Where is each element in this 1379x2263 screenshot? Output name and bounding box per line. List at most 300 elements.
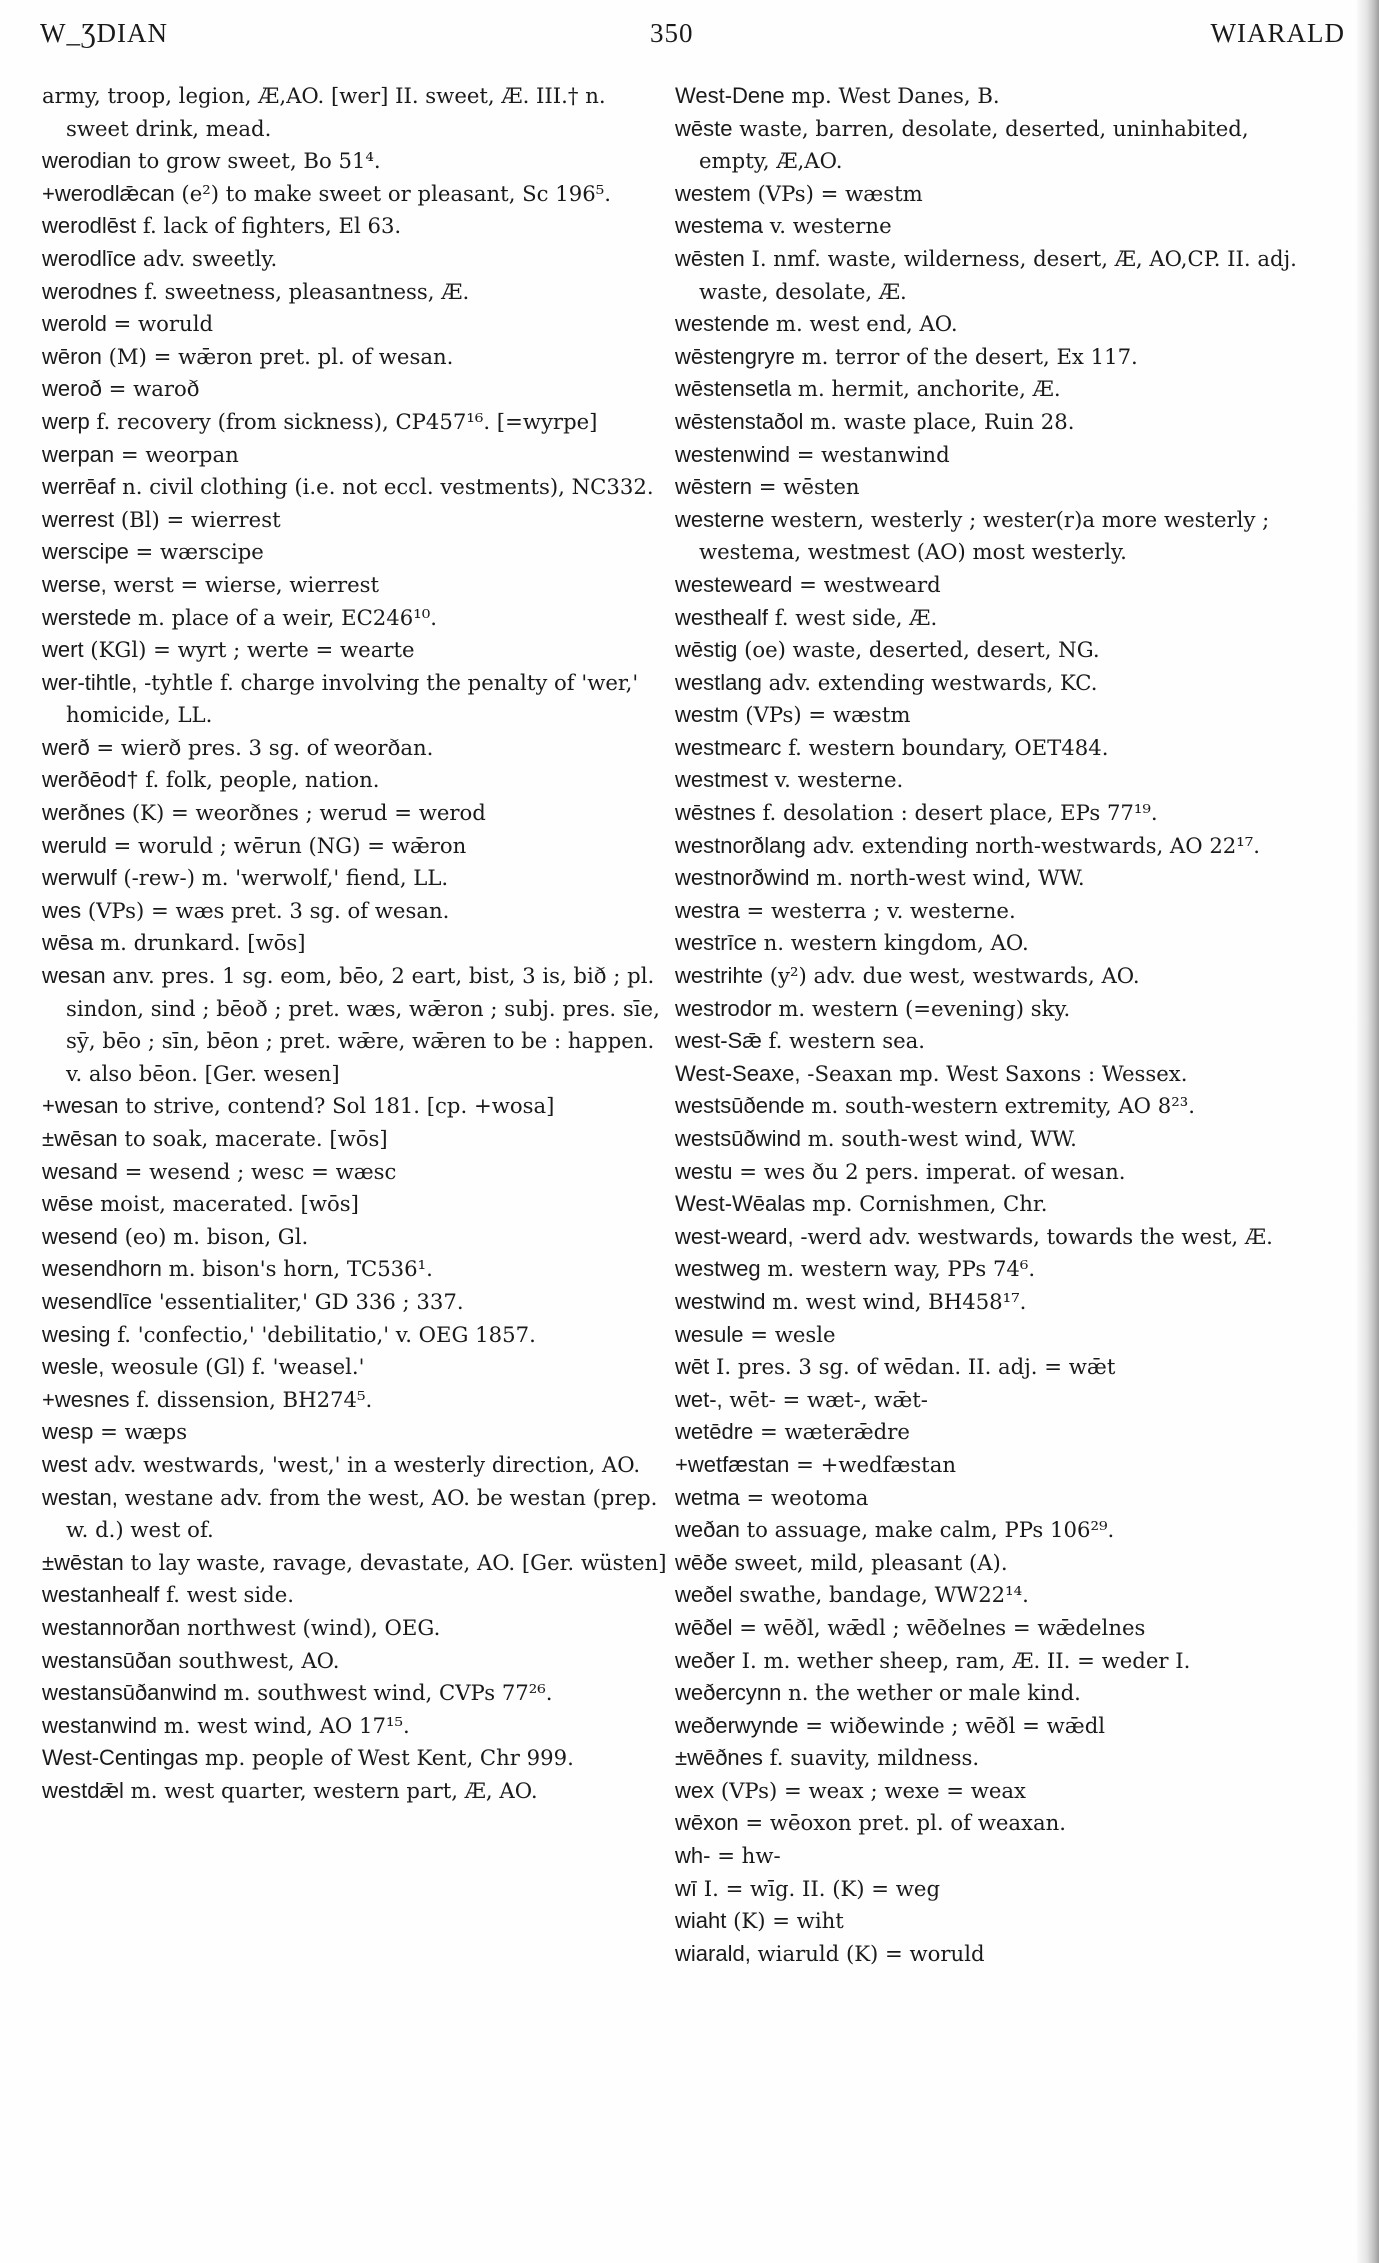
entry-headword: westnorðwind	[675, 865, 810, 891]
entry-headword: wesle,	[42, 1354, 105, 1380]
entry-headword: werðēod†	[42, 767, 139, 793]
dictionary-entry	[675, 1807, 1321, 1840]
entry-definition: (VPs) = weax ; wexe = weax	[714, 1777, 1026, 1803]
entry-definition: waste, barren, desolate, deserted, uninhabited, empty, Æ,AO.	[699, 115, 1249, 174]
entry-headword: West-Centingas	[42, 1745, 199, 1771]
entry-definition: I. nmf. waste, wilderness, desert, Æ, AO,CP. II. adj. waste, desolate, Æ.	[699, 245, 1297, 304]
dictionary-entry	[675, 1319, 1321, 1352]
entry-headword: werodian	[42, 148, 132, 174]
dictionary-entry	[675, 80, 1321, 113]
entry-headword: +werodlǣcan	[42, 180, 175, 206]
entry-definition: mp. West Danes, B.	[784, 83, 1000, 108]
dictionary-entry	[42, 1645, 674, 1678]
entry-headword: wiarald,	[675, 1940, 751, 1966]
entry-definition: m. west wind, AO 17¹⁵.	[156, 1712, 410, 1738]
entry-definition: swathe, bandage, WW22¹⁴.	[732, 1582, 1029, 1608]
entry-headword: westerne	[675, 506, 765, 532]
entry-headword: werðnes	[42, 800, 126, 826]
entry-headword: westrihte	[675, 963, 764, 989]
dictionary-entry	[675, 1253, 1321, 1286]
entry-definition: v. westerne	[763, 213, 892, 239]
entry-headword: werrest	[42, 506, 115, 532]
dictionary-entry	[42, 1319, 674, 1352]
entry-headword: wēsa	[42, 930, 94, 956]
dictionary-entry	[42, 830, 674, 863]
entry-definition: f. dissension, BH274⁵.	[129, 1386, 373, 1412]
dictionary-entry	[675, 1416, 1321, 1449]
entry-headword: wh-	[675, 1843, 711, 1869]
entry-headword: westrodor	[675, 995, 772, 1021]
entry-headword: west	[42, 1451, 88, 1477]
entry-headword: +wetfæstan	[675, 1451, 790, 1477]
dictionary-entry	[675, 243, 1321, 308]
dictionary-entry	[675, 1840, 1321, 1873]
entry-definition: adv. sweetly.	[136, 245, 278, 271]
entry-definition: to lay waste, ravage, devastate, AO. [Ger. wüsten]	[123, 1549, 667, 1575]
entry-headword: westu	[675, 1158, 733, 1184]
entry-headword: weðer	[675, 1647, 735, 1673]
dictionary-entry	[675, 1156, 1321, 1189]
entry-definition: (K) = wiht	[726, 1908, 844, 1934]
left-column	[42, 80, 674, 1807]
dictionary-entry	[675, 1058, 1321, 1091]
entry-definition: m. north-west wind, WW.	[809, 865, 1085, 891]
entry-headword: wesing	[42, 1321, 111, 1347]
entry-definition: to assuage, make calm, PPs 106²⁹.	[739, 1517, 1115, 1543]
entry-headword: wēstern	[675, 474, 753, 500]
entry-headword: werpan	[42, 441, 115, 467]
dictionary-entry	[42, 1123, 674, 1156]
entry-definition: f. suavity, mildness.	[762, 1745, 980, 1771]
dictionary-entry	[675, 1775, 1321, 1808]
dictionary-entry	[675, 373, 1321, 406]
dictionary-entry	[42, 308, 674, 341]
entry-definition: = wærscipe	[128, 539, 264, 565]
entry-headword: westm	[675, 702, 739, 728]
entry-definition: (KGl) = wyrt ; werte = wearte	[83, 637, 415, 663]
entry-definition: = hw-	[710, 1843, 781, 1869]
dictionary-entry	[675, 471, 1321, 504]
entry-definition: m. southwest wind, CVPs 77²⁶.	[216, 1680, 553, 1706]
page-number: 350	[650, 18, 694, 48]
dictionary-entry	[675, 308, 1321, 341]
dictionary-entry	[42, 1579, 674, 1612]
entry-definition: f. western boundary, OET484.	[781, 734, 1109, 760]
entry-definition: f. recovery (from sickness), CP457¹⁶. [=wyrpe]	[89, 408, 598, 434]
entry-definition: to grow sweet, Bo 51⁴.	[131, 148, 381, 174]
entry-headword: weðan	[675, 1517, 740, 1543]
entry-headword: wet-,	[675, 1386, 723, 1412]
entry-headword: werp	[42, 408, 90, 434]
dictionary-entry	[42, 1677, 674, 1710]
dictionary-entry	[42, 536, 674, 569]
entry-definition: wēt- = wæt-, wǣt-	[722, 1386, 928, 1412]
dictionary-entry	[42, 862, 674, 895]
entry-headword: wēstig	[675, 637, 738, 663]
entry-headword: wes	[42, 897, 82, 923]
dictionary-entry	[42, 373, 674, 406]
entry-definition: (VPs) = wæstm	[750, 180, 923, 206]
dictionary-entry	[675, 1742, 1321, 1775]
dictionary-entry	[675, 1677, 1321, 1710]
dictionary-entry	[675, 1449, 1321, 1482]
entry-headword: werð	[42, 734, 90, 760]
dictionary-entry	[675, 1710, 1321, 1743]
entry-headword: westenwind	[675, 441, 790, 467]
dictionary-entry	[42, 732, 674, 765]
entry-definition: (VPs) = wæs pret. 3 sg. of wesan.	[81, 897, 450, 923]
entry-definition: m. west wind, BH458¹⁷.	[765, 1288, 1027, 1314]
entry-headword: werstede	[42, 604, 132, 630]
dictionary-entry	[42, 439, 674, 472]
entry-definition: = westweard	[792, 571, 941, 597]
dictionary-entry	[675, 210, 1321, 243]
entry-definition: = woruld ; wērun (NG) = wǣron	[106, 832, 467, 858]
entry-headword: wēstenstaðol	[675, 408, 804, 434]
dictionary-entry	[675, 406, 1321, 439]
right-column	[675, 80, 1321, 1970]
dictionary-entry	[675, 1351, 1321, 1384]
entry-headword: wesp	[42, 1419, 94, 1445]
dictionary-entry	[42, 504, 674, 537]
entry-headword: westhealf	[675, 604, 768, 630]
dictionary-entry	[42, 1416, 674, 1449]
entry-definition: sweet, mild, pleasant (A).	[727, 1549, 1008, 1575]
entry-headword: wesand	[42, 1158, 118, 1184]
entry-definition: v. westerne.	[767, 767, 904, 793]
entry-definition: m. bison's horn, TC536¹.	[161, 1256, 433, 1282]
dictionary-entry	[42, 1286, 674, 1319]
header-left-guideword: W_ƷDIAN	[40, 18, 169, 48]
entry-definition: = weotoma	[739, 1484, 869, 1510]
entry-headword: wēron	[42, 343, 102, 369]
entry-headword: West-Wēalas	[675, 1191, 806, 1217]
entry-definition: I. = wīg. II. (K) = weg	[697, 1875, 941, 1901]
entry-headword: westan,	[42, 1484, 118, 1510]
entry-headword: wesendlīce	[42, 1288, 153, 1314]
entry-headword: werodlēst	[42, 213, 137, 239]
entry-headword: westannorðan	[42, 1614, 181, 1640]
dictionary-entry	[42, 471, 674, 504]
entry-headword: wēste	[675, 115, 733, 141]
dictionary-entry	[42, 406, 674, 439]
dictionary-entry	[675, 1514, 1321, 1547]
entry-headword: wesendhorn	[42, 1256, 162, 1282]
entry-definition: m. south-western extremity, AO 8²³.	[804, 1093, 1195, 1119]
entry-definition: adv. extending westwards, KC.	[761, 669, 1098, 695]
entry-definition: werst = wierse, wierrest	[106, 571, 380, 597]
dictionary-entry	[42, 1253, 674, 1286]
dictionary-entry	[42, 960, 674, 1090]
dictionary-entry	[675, 1547, 1321, 1580]
entry-definition: = woruld	[106, 311, 214, 337]
entry-definition: f. lack of fighters, El 63.	[136, 213, 402, 239]
dictionary-entry	[675, 341, 1321, 374]
entry-definition: = wesle	[743, 1321, 836, 1347]
dictionary-entry	[675, 113, 1321, 178]
entry-definition: m. western way, PPs 74⁶.	[760, 1256, 1036, 1282]
entry-headword: weroð	[42, 376, 102, 402]
entry-definition: = waroð	[101, 376, 200, 402]
dictionary-entry	[675, 602, 1321, 635]
entry-definition: f. western sea.	[761, 1028, 925, 1054]
entry-definition: (-rew-) m. 'werwolf,' fiend, LL.	[116, 865, 449, 891]
dictionary-entry	[42, 1156, 674, 1189]
page-edge-shadow	[1357, 0, 1379, 2263]
entry-definition: to strive, contend? Sol 181. [cp. +wosa]	[118, 1093, 555, 1119]
entry-definition: (VPs) = wæstm	[738, 702, 911, 728]
dictionary-entry	[42, 341, 674, 374]
entry-definition: (Bl) = wierrest	[114, 506, 281, 532]
dictionary-entry	[42, 243, 674, 276]
entry-headword: weðercynn	[675, 1680, 782, 1706]
dictionary-entry	[675, 178, 1321, 211]
entry-headword: wetma	[675, 1484, 740, 1510]
dictionary-entry	[675, 1482, 1321, 1515]
entry-definition: mp. Cornishmen, Chr.	[805, 1191, 1048, 1217]
entry-headword: westdǣl	[42, 1777, 124, 1803]
entry-definition: -tyhtle f. charge involving the penalty of 'wer,' homicide, LL.	[66, 669, 639, 728]
dictionary-entry	[675, 830, 1321, 863]
dictionary-entry	[42, 602, 674, 635]
entry-headword: westem	[675, 180, 751, 206]
entry-definition: wiaruld (K) = woruld	[750, 1940, 985, 1966]
dictionary-entry	[42, 1188, 674, 1221]
entry-definition: (e²) to make sweet or pleasant, Sc 196⁵.	[174, 180, 611, 206]
entry-definition: f. sweetness, pleasantness, Æ.	[137, 278, 470, 304]
dictionary-entry	[675, 1188, 1321, 1221]
entry-headword: +wesan	[42, 1093, 119, 1119]
entry-headword: wēstensetla	[675, 376, 792, 402]
entry-headword: ±wēsan	[42, 1126, 118, 1151]
dictionary-entry	[42, 210, 674, 243]
entry-headword: westansūðan	[42, 1647, 172, 1673]
entry-headword: wert	[42, 637, 84, 663]
entry-headword: west-Sǣ	[675, 1028, 762, 1054]
dictionary-entry	[675, 764, 1321, 797]
dictionary-entry	[675, 1938, 1321, 1971]
entry-definition: = weorpan	[114, 441, 239, 467]
entry-definition: = wēoxon pret. pl. of weaxan.	[738, 1810, 1066, 1836]
entry-headword: westrīce	[675, 930, 757, 956]
entry-definition: I. pres. 3 sg. of wēdan. II. adj. = wǣt	[709, 1354, 1116, 1380]
entry-headword: wēsten	[675, 245, 745, 271]
entry-definition: adv. extending north-westwards, AO 22¹⁷.	[805, 832, 1260, 858]
dictionary-entry	[675, 993, 1321, 1026]
entry-headword: westanhealf	[42, 1582, 160, 1608]
entry-definition: = wierð pres. 3 sg. of weorðan.	[89, 734, 434, 760]
dictionary-entry	[675, 1221, 1321, 1254]
entry-headword: wex	[675, 1777, 715, 1803]
entry-headword: weruld	[42, 832, 107, 858]
entry-definition: army, troop, legion, Æ,AO. [wer] II. sweet, Æ. III.† n. sweet drink, mead.	[42, 83, 606, 141]
entry-headword: westnorðlang	[675, 832, 806, 858]
entry-headword: wēse	[42, 1191, 94, 1217]
entry-headword: West-Seaxe,	[675, 1060, 801, 1086]
entry-definition: weosule (Gl) f. 'weasel.'	[104, 1354, 365, 1380]
dictionary-entry	[675, 895, 1321, 928]
entry-definition: westane adv. from the west, AO. be westan (prep. w. d.) west of.	[66, 1484, 658, 1543]
dictionary-entry	[675, 960, 1321, 993]
dictionary-entry	[675, 1873, 1321, 1906]
entry-definition: = wæterǣdre	[753, 1419, 910, 1445]
entry-definition: f. west side, Æ.	[767, 604, 938, 630]
header-right-guideword: WIARALD	[1210, 18, 1345, 48]
entry-headword: wēstengryre	[675, 343, 795, 369]
entry-definition: adv. westwards, 'west,' in a westerly direction, AO.	[87, 1451, 641, 1477]
entry-headword: West-Dene	[675, 83, 785, 108]
entry-definition: = wes ðu 2 pers. imperat. of wesan.	[732, 1158, 1126, 1184]
entry-definition: to soak, macerate. [wōs]	[117, 1126, 388, 1151]
entry-definition: (K) = weorðnes ; werud = werod	[125, 800, 486, 826]
entry-definition: northwest (wind), OEG.	[180, 1614, 441, 1640]
dictionary-entry	[42, 1384, 674, 1417]
entry-headword: westmest	[675, 767, 768, 793]
entry-headword: westeweard	[675, 571, 793, 597]
entry-headword: wī	[675, 1875, 697, 1901]
entry-definition: (eo) m. bison, Gl.	[117, 1223, 309, 1249]
entry-headword: westra	[675, 897, 740, 923]
entry-definition: = wēsten	[752, 474, 860, 500]
dictionary-entry	[42, 764, 674, 797]
entry-headword: wesan	[42, 963, 106, 989]
dictionary-entry	[42, 634, 674, 667]
dictionary-entry	[675, 1123, 1321, 1156]
entry-definition: m. west end, AO.	[769, 311, 958, 337]
dictionary-entry	[42, 667, 674, 732]
entry-headword: werodlīce	[42, 245, 137, 271]
entry-headword: weðel	[675, 1582, 733, 1608]
dictionary-entry	[675, 1579, 1321, 1612]
dictionary-entry	[675, 1384, 1321, 1417]
entry-definition: m. waste place, Ruin 28.	[803, 408, 1075, 434]
entry-definition: I. m. wether sheep, ram, Æ. II. = weder I.	[734, 1647, 1191, 1673]
entry-definition: m. western (=evening) sky.	[771, 995, 1071, 1021]
dictionary-entry	[42, 797, 674, 830]
dictionary-entry	[42, 80, 674, 145]
entry-definition: southwest, AO.	[171, 1647, 340, 1673]
dictionary-entry	[675, 1090, 1321, 1123]
entry-definition: f. folk, people, nation.	[138, 767, 380, 793]
dictionary-entry	[42, 569, 674, 602]
entry-headword: werrēaf	[42, 474, 116, 500]
entry-definition: (oe) waste, deserted, desert, NG.	[737, 637, 1100, 663]
entry-definition: m. south-west wind, WW.	[800, 1126, 1077, 1151]
dictionary-entry	[42, 895, 674, 928]
entry-headword: westlang	[675, 669, 762, 695]
dictionary-entry	[42, 1710, 674, 1743]
dictionary-entry	[675, 1025, 1321, 1058]
dictionary-entry	[42, 1742, 674, 1775]
entry-headword: wēðe	[675, 1549, 728, 1575]
dictionary-entry	[675, 699, 1321, 732]
entry-headword: wer-tihtle,	[42, 669, 138, 695]
entry-headword: westmearc	[675, 734, 782, 760]
dictionary-entry	[42, 145, 674, 178]
entry-definition: m. drunkard. [wōs]	[93, 930, 306, 956]
entry-headword: werold	[42, 311, 107, 337]
dictionary-entry	[675, 667, 1321, 700]
entry-headword: ±wēstan	[42, 1549, 124, 1575]
dictionary-entry	[675, 797, 1321, 830]
dictionary-entry	[42, 1221, 674, 1254]
entry-definition: n. western kingdom, AO.	[756, 930, 1029, 956]
entry-definition: (y²) adv. due west, westwards, AO.	[763, 963, 1140, 989]
dictionary-entry	[42, 1090, 674, 1123]
entry-headword: westanwind	[42, 1712, 157, 1738]
entry-headword: ±wēðnes	[675, 1745, 763, 1771]
entry-definition: = westerra ; v. westerne.	[739, 897, 1016, 923]
entry-headword: wēt	[675, 1354, 710, 1380]
entry-definition: m. terror of the desert, Ex 117.	[794, 343, 1138, 369]
entry-headword: west-weard,	[675, 1223, 794, 1249]
entry-headword: wēstnes	[675, 800, 756, 826]
running-header	[40, 18, 1345, 62]
dictionary-entry	[42, 1351, 674, 1384]
entry-definition: = wēðl, wǣdl ; wēðelnes = wǣdelnes	[732, 1614, 1146, 1640]
entry-headword: wēxon	[675, 1810, 739, 1836]
entry-headword: wiaht	[675, 1908, 727, 1934]
entry-headword: werscipe	[42, 539, 129, 565]
entry-headword: weðerwynde	[675, 1712, 799, 1738]
entry-definition: anv. pres. 1 sg. eom, bēo, 2 eart, bist, 3 is, bið ; pl. sindon, sind ; bēoð ; pret. wæs, wǣron ; subj. pres. sīe, sȳ, bēo ; sīn, bēon ; pret. wǣre, wǣren to be : happen. v. also bēon. [Ger. wesen]	[66, 963, 660, 1086]
entry-definition: -Seaxan mp. West Saxons : Wessex.	[800, 1060, 1188, 1086]
dictionary-entry	[42, 276, 674, 309]
dictionary-entry	[42, 178, 674, 211]
dictionary-entry	[42, 1547, 674, 1580]
entry-definition: f. west side.	[159, 1582, 294, 1608]
entry-definition: = westanwind	[789, 441, 950, 467]
entry-headword: werse,	[42, 571, 107, 597]
entry-definition: = wæps	[93, 1419, 188, 1445]
entry-headword: westende	[675, 311, 770, 337]
dictionary-entry	[42, 927, 674, 960]
entry-definition: = wiðewinde ; wēðl = wǣdl	[798, 1712, 1106, 1738]
entry-definition: = wesend ; wesc = wæsc	[117, 1158, 397, 1184]
entry-headword: werwulf	[42, 865, 117, 891]
dictionary-entry	[675, 504, 1321, 569]
dictionary-entry	[675, 634, 1321, 667]
dictionary-entry	[42, 1775, 674, 1808]
entry-definition: 'essentialiter,' GD 336 ; 337.	[152, 1288, 464, 1314]
entry-headword: westwind	[675, 1288, 766, 1314]
dictionary-entry	[675, 1286, 1321, 1319]
entry-headword: westansūðanwind	[42, 1680, 217, 1706]
dictionary-entry	[675, 732, 1321, 765]
entry-definition: n. civil clothing (i.e. not eccl. vestments), NC332.	[115, 474, 654, 500]
entry-definition: f. 'confectio,' 'debilitatio,' v. OEG 1857.	[110, 1321, 536, 1347]
dictionary-entry	[675, 1612, 1321, 1645]
entry-headword: wēðel	[675, 1614, 733, 1640]
entry-definition: m. hermit, anchorite, Æ.	[791, 376, 1061, 402]
entry-headword: wetēdre	[675, 1419, 754, 1445]
dictionary-entry	[42, 1449, 674, 1482]
dictionary-entry	[675, 927, 1321, 960]
dictionary-entry	[675, 439, 1321, 472]
entry-definition: m. place of a weir, EC246¹⁰.	[131, 604, 437, 630]
entry-definition: = +wedfæstan	[789, 1451, 956, 1477]
entry-headword: westema	[675, 213, 764, 239]
dictionary-entry	[42, 1482, 674, 1547]
dictionary-entry	[42, 1612, 674, 1645]
dictionary-entry	[675, 569, 1321, 602]
entry-headword: wesend	[42, 1223, 118, 1249]
entry-definition: f. desolation : desert place, EPs 77¹⁹.	[755, 800, 1158, 826]
entry-headword: westsūðende	[675, 1093, 805, 1119]
entry-definition: moist, macerated. [wōs]	[93, 1191, 359, 1217]
entry-definition: (M) = wǣron pret. pl. of wesan.	[101, 343, 454, 369]
entry-definition: n. the wether or male kind.	[781, 1680, 1081, 1706]
